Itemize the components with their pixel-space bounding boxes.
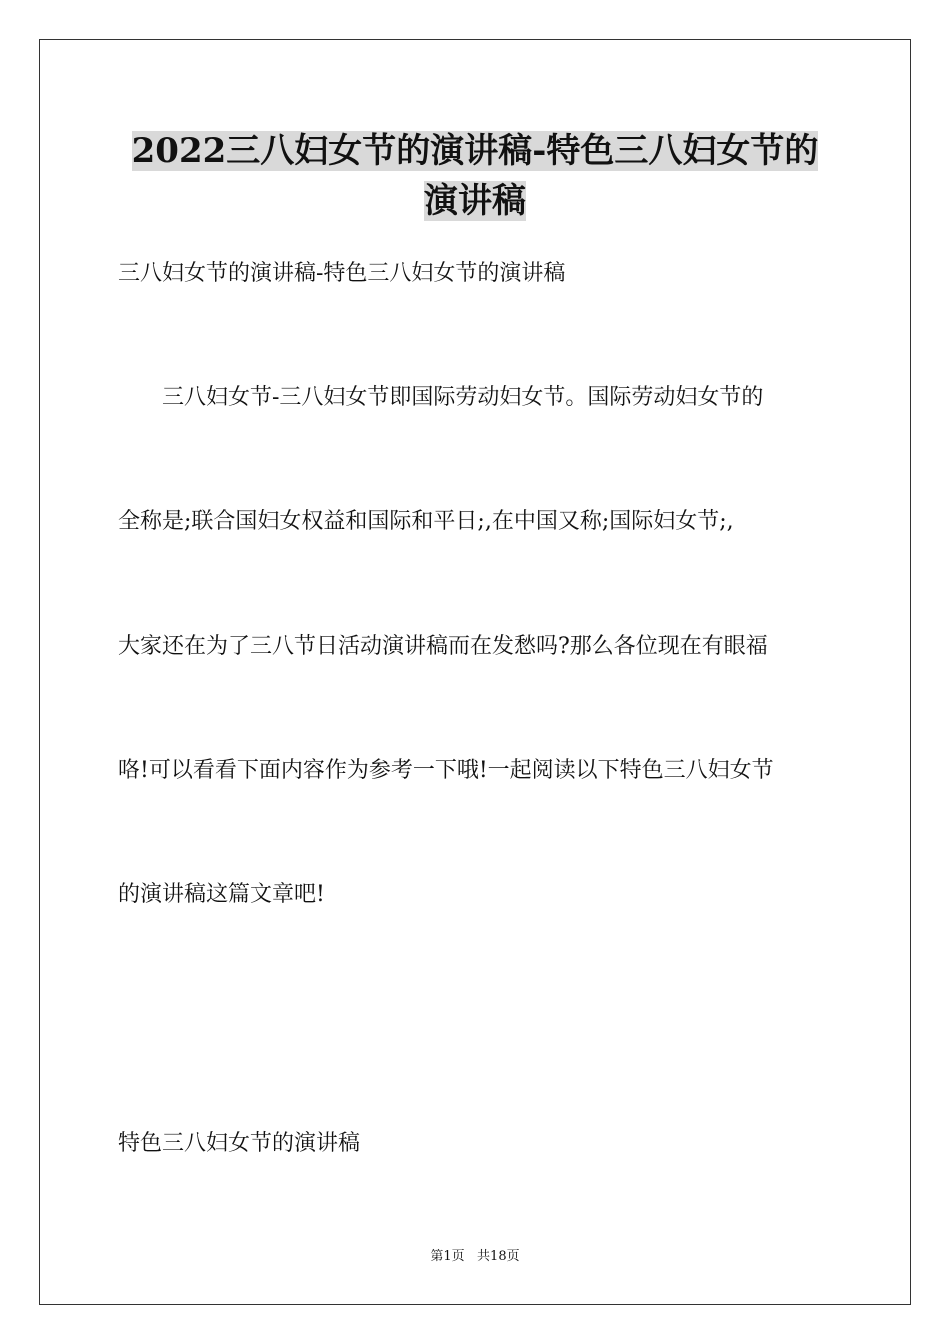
paragraph-line: 三八妇女节-三八妇女节即国际劳动妇女节。国际劳动妇女节的: [162, 385, 764, 410]
page-number-footer: 第1页 共18页: [430, 1249, 520, 1264]
paragraph-line: 大家还在为了三八节日活动演讲稿而在发愁吗?那么各位现在有眼福: [118, 634, 768, 659]
document-title: [60, 126, 890, 226]
document-subtitle: 三八妇女节的演讲稿-特色三八妇女节的演讲稿: [118, 261, 566, 286]
paragraph-line: 全称是;联合国妇女权益和国际和平日;,在中国又称;国际妇女节;,: [118, 509, 734, 534]
document-title-line-2: 演讲稿: [424, 181, 526, 221]
paragraph-line: 咯!可以看看下面内容作为参考一下哦!一起阅读以下特色三八妇女节: [118, 758, 774, 783]
paragraph-line: 的演讲稿这篇文章吧!: [118, 882, 325, 907]
section-heading: 特色三八妇女节的演讲稿: [118, 1131, 361, 1156]
page-border: [39, 39, 911, 1305]
document-title-line-1: 2022三八妇女节的演讲稿-特色三八妇女节的: [131, 131, 819, 171]
